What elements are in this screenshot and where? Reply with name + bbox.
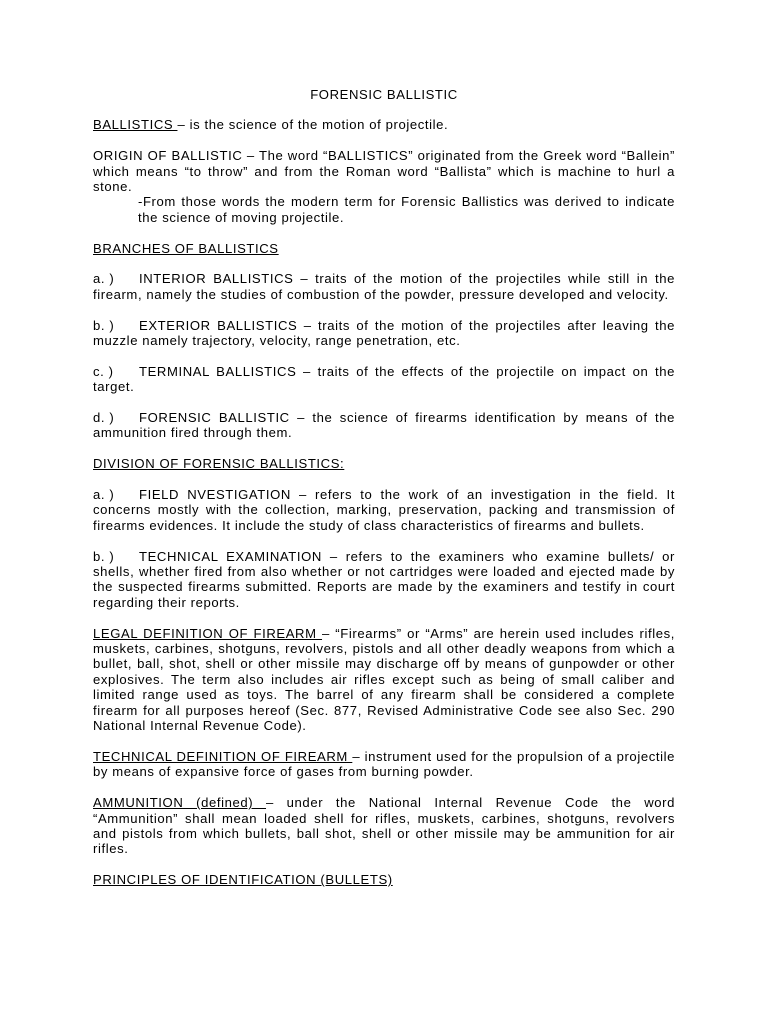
branch-text-b: EXTERIOR BALLISTICS – traits of the motion of the projectiles after leaving the muzzle namely trajectory, velocity, range penetration, etc. xyxy=(93,317,675,349)
division-item-b xyxy=(93,549,675,611)
branch-text-c: TERMINAL BALLISTICS – traits of the effects of the projectile on impact on the target. xyxy=(93,363,675,395)
technical-definition xyxy=(93,749,675,780)
division-text-a: FIELD NVESTIGATION – refers to the work of an investigation in the field. It concerns mostly with the collection, marking, preservation, packing and transmission of firearms evidences. It include the study of class characteristics of firearms and bullets. xyxy=(93,487,675,533)
branch-item-c xyxy=(93,364,675,395)
origin-paragraph: ORIGIN OF BALLISTIC – The word “BALLISTICS” originated from the Greek word “Ballein” which means “to throw” and from the Roman word “Ballista” which is machine to hurl a stone. xyxy=(93,148,675,195)
ammunition-text: – under the National Internal Revenue Code the word “Ammunition” shall mean loaded shell for rifles, muskets, carbines, shotguns, revolvers and pistols from which bullets, ball shot, shell or other missile may be ammunition for air rifles. xyxy=(93,795,676,857)
legal-definition-term: LEGAL DEFINITION OF FIREARM xyxy=(93,625,323,641)
legal-definition-text: – “Firearms” or “Arms” are herein used includes rifles, muskets, carbines, shotguns, revolvers, pistols and all other deadly weapons from which a bullet, ball, shot, shell or other missile may discharge off by means of gunpowder or other explosives. The term also includes air rifles except such as being of small caliber and limited range used as toys. The barrel of any firearm shall be considered a complete firearm for all purposes hereof (Sec. 877, Revised Administrative Code see also Sec. 290 National Internal Revenue Code). xyxy=(93,625,676,734)
legal-definition xyxy=(93,626,675,734)
principles-heading: PRINCIPLES OF IDENTIFICATION (BULLETS) xyxy=(93,872,393,888)
principles-heading-line xyxy=(93,872,675,887)
branch-label-a: a. ) xyxy=(93,271,115,287)
technical-definition-text: – instrument used for the propulsion of a projectile by means of expansive force of gases from burning powder. xyxy=(93,748,675,780)
ballistics-definition xyxy=(93,117,675,132)
document-page xyxy=(93,87,675,903)
ammunition-definition xyxy=(93,795,675,857)
division-heading-line xyxy=(93,456,675,471)
branch-label-c: c. ) xyxy=(93,363,114,379)
branches-heading-line xyxy=(93,241,675,256)
division-label-a: a. ) xyxy=(93,487,115,503)
branch-item-a xyxy=(93,271,675,302)
origin-note: -From those words the modern term for Forensic Ballistics was derived to indicate the science of moving projectile. xyxy=(138,194,675,225)
ammunition-term: AMMUNITION (defined) xyxy=(93,795,267,811)
branch-item-d xyxy=(93,410,675,441)
technical-definition-term: TECHNICAL DEFINITION OF FIREARM xyxy=(93,748,353,764)
ballistics-text: – is the science of the motion of projectile. xyxy=(177,117,449,133)
division-heading: DIVISION OF FORENSIC BALLISTICS: xyxy=(93,456,345,472)
branch-text-d: FORENSIC BALLISTIC – the science of firearms identification by means of the ammunition fired through them. xyxy=(93,410,675,441)
division-item-a xyxy=(93,487,675,533)
branch-label-b: b. ) xyxy=(93,317,115,333)
branch-text-a: INTERIOR BALLISTICS – traits of the motion of the projectiles while still in the firearm, namely the studies of combustion of the powder, pressure developed and velocity. xyxy=(93,271,675,302)
document-title: FORENSIC BALLISTIC xyxy=(310,87,458,102)
ballistics-term: BALLISTICS xyxy=(93,117,178,133)
branch-item-b xyxy=(93,318,675,349)
division-text-b: TECHNICAL EXAMINATION – refers to the examiners who examine bullets/ or shells, whether fired from also whether or not cartridges were loaded and ejected made by the suspected firearms submitted. Reports are made by the examiners and testify in court regarding their reports. xyxy=(93,548,675,610)
division-label-b: b. ) xyxy=(93,548,115,564)
branch-label-d: d. ) xyxy=(93,410,115,426)
branches-heading: BRANCHES OF BALLISTICS xyxy=(93,240,279,256)
